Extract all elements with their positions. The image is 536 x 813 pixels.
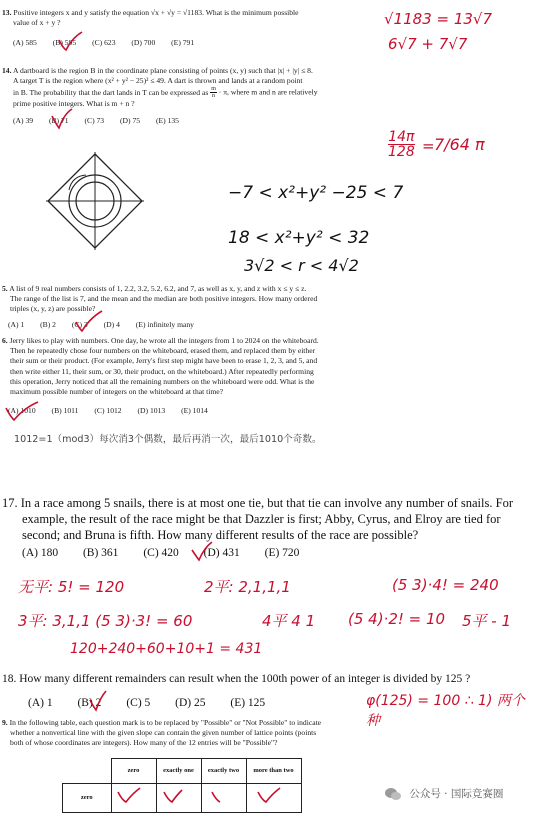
q16-line4: then write either 11, their sum, or 30, their product, on the whiteboard.) After repeatedly performing	[10, 366, 314, 376]
q13-choice-b[interactable]: (B) 595	[52, 38, 77, 47]
q13-handwriting-2: 6√7 + 7√7	[388, 35, 468, 53]
q18-choice-e[interactable]: (E) 125	[230, 697, 266, 709]
q16-line3: their sum or their product. (For example, Jerry's first step might have been to erase 1, 2, 3, and 5, and	[10, 356, 318, 366]
table-header-exactly-one: exactly one	[156, 759, 201, 784]
q18-check-mark	[88, 690, 108, 712]
q17-choice-d[interactable]: (D) 431	[203, 547, 240, 559]
q14-text	[2, 66, 382, 110]
table-header-row	[63, 759, 302, 784]
q15-line3: triples (x, y, z) are possible?	[10, 304, 96, 314]
q15-line2: The range of the list is 7, and the mean and the median are both positive integers. How many ordered	[10, 294, 318, 304]
q14-choice-d[interactable]: (D) 75	[120, 116, 141, 125]
q18-choice-d[interactable]: (D) 25	[175, 697, 206, 709]
q15-line1: A list of 9 real numbers consists of 1, 2.2, 3.2, 5.2, 6.2, and 7, as well as x, y, and z with x ≤ y ≤ z.	[9, 284, 307, 293]
q13-choice-a[interactable]: (A) 585	[13, 38, 37, 47]
q17-choices	[22, 547, 321, 559]
q14-choice-b[interactable]: (B) 71	[48, 116, 69, 125]
q16-line6: maximum possible number of integers on the whiteboard at that time?	[10, 387, 223, 397]
q17-hw-2c: (5 4)·2! = 10	[348, 610, 446, 628]
q15-choice-a[interactable]: (A) 1	[8, 320, 25, 329]
q19-line3: both of whose coordinates are integers). How many of the 12 entries will be "Possible"?	[10, 738, 278, 748]
table-header-zero: zero	[111, 759, 156, 784]
watermark	[384, 786, 503, 801]
table-header-more-than-two: more than two	[246, 759, 301, 784]
q13-line1: Positive integers x and y satisfy the equation √x + √y = √1183. What is the minimum possible	[13, 8, 299, 17]
q19-line2: whether a nonvertical line with the given slope can contain the given number of lattice points (points	[10, 728, 317, 738]
q14-hw-ineq-2: 18 < x²+y² < 32	[228, 228, 370, 248]
q15-choice-d[interactable]: (D) 4	[103, 320, 120, 329]
q18-number: 18.	[2, 673, 17, 685]
q14-choice-a[interactable]: (A) 39	[13, 116, 34, 125]
q14-line1: A dartboard is the region B in the coordinate plane consisting of points (x, y) such that |x| + |y| ≤ 8.	[12, 66, 313, 75]
q16-text	[2, 336, 402, 397]
q14-hw-equals: =	[422, 137, 435, 155]
q16-choice-b[interactable]: (B) 1011	[51, 406, 79, 415]
q16-choices	[8, 406, 222, 415]
q17-choice-a[interactable]: (A) 180	[22, 547, 59, 559]
q18-choice-a[interactable]: (A) 1	[28, 697, 53, 709]
table-header-exactly-two: exactly two	[201, 759, 246, 784]
q13-line2: value of x + y ?	[13, 18, 61, 28]
q16-line2: Then he repeatedly chose four numbers on the whiteboard, erased them, and replaced them by either	[10, 346, 316, 356]
dartboard-sketch	[42, 148, 148, 254]
q17-choice-c[interactable]: (C) 420	[143, 547, 179, 559]
q14-hw-ineq-3: 3√2 < r < 4√2	[244, 256, 359, 275]
q17-line2: example, the result of the race might be that Dazzler is first; Abby, Cyrus, and Elroy are tied for	[22, 512, 501, 526]
q15-choice-b[interactable]: (B) 2	[40, 320, 56, 329]
q15-number: 5.	[2, 284, 8, 293]
q14-hw-result: 7/64 π	[434, 135, 485, 154]
q17-hw-1c: (5 3)·4! = 240	[392, 576, 499, 594]
q18-handwriting: φ(125) = 100 ∴ 1) 两个种	[366, 693, 525, 729]
q14-line4: prime positive integers. What is m + n ?	[13, 99, 135, 109]
q14-hw-fraction: 14π 128	[388, 129, 415, 160]
q19-number: 9.	[2, 718, 8, 727]
q14-line2: A target T is the region where (x² + y² − 25)² ≤ 49. A dart is thrown and lands at a random point	[13, 76, 303, 86]
q13-choices	[13, 38, 208, 47]
q14-check-mark	[50, 108, 76, 130]
q15-text	[2, 284, 402, 315]
q14-line3b: · π, where m and n are relatively	[218, 87, 318, 97]
q14-choices	[13, 116, 193, 125]
q17-choice-b[interactable]: (B) 361	[82, 547, 119, 559]
q14-fraction: $\frac{m}{n}$	[211, 86, 216, 100]
q19-line1: In the following table, each question mark is to be replaced by "Possible" or "Not Possible" to indicate	[9, 718, 322, 727]
q17-check-mark	[190, 540, 214, 562]
q14-line3a: in B. The probability that the dart lands in T can be expressed as	[13, 87, 209, 97]
q19-text	[2, 718, 432, 749]
q18-choice-c[interactable]: (C) 5	[126, 697, 151, 709]
q13-number: 13.	[2, 8, 12, 17]
q18-choice-b[interactable]: (B) 2	[77, 697, 102, 709]
q14-hw-ineq-1: −7 < x²+y² −25 < 7	[228, 183, 404, 203]
q17-hw-2d: 5平 - 1	[462, 612, 512, 630]
q17-choice-e[interactable]: (E) 720	[264, 547, 300, 559]
q16-choice-a[interactable]: (A) 1010	[8, 406, 36, 415]
q16-number: 6.	[2, 336, 8, 345]
q13-text	[2, 8, 382, 28]
q17-hw-sum: 120+240+60+10+1 = 431	[70, 641, 263, 657]
q16-choice-e[interactable]: (E) 1014	[181, 406, 208, 415]
q18-text	[2, 671, 536, 687]
q16-line1: Jerry likes to play with numbers. One day, he wrote all the integers from 1 to 2024 on the whiteboard.	[9, 336, 319, 345]
q18-choices	[28, 697, 287, 709]
q17-text	[2, 495, 536, 543]
q17-hw-2b: 4平 4 1	[262, 612, 316, 630]
q15-choice-e[interactable]: (E) infinitely many	[135, 320, 194, 329]
q15-choice-c[interactable]: (C) 3	[71, 320, 88, 329]
q17-line3: second; and Bruna is fifth. How many different results of the race are possible?	[22, 528, 419, 542]
watermark-text: 公众号 · 国际竞赛圈	[409, 788, 504, 800]
table-row-label: zero	[63, 783, 112, 812]
wechat-icon	[384, 787, 402, 801]
q13-handwriting-1: √1183 = 13√7	[384, 10, 493, 28]
q13-choice-e[interactable]: (E) 791	[171, 38, 195, 47]
q15-choices	[8, 320, 208, 329]
q13-choice-d[interactable]: (D) 700	[131, 38, 156, 47]
q18-line1: How many different remainders can result when the 100th power of an integer is divided by 125 ?	[19, 673, 471, 685]
q16-choice-d[interactable]: (D) 1013	[137, 406, 166, 415]
q17-hw-1a: 无平: 5! = 120	[18, 578, 125, 596]
q17-line1: In a race among 5 snails, there is at most one tie, but that tie can involve any number of snails. For	[20, 496, 513, 510]
q17-hw-1b: 2平: 2,1,1,1	[204, 578, 291, 596]
q13-check-mark	[56, 30, 86, 52]
q16-line5: this operation, Jerry noticed that all the remaining numbers on the whiteboard were odd. What is the	[10, 376, 315, 386]
q14-number: 14.	[2, 66, 12, 75]
q15-check-mark	[71, 310, 104, 332]
q14-choice-c[interactable]: (C) 73	[84, 116, 105, 125]
q17-hw-2a: 3平: 3,1,1 (5 3)·3! = 60	[18, 612, 193, 630]
q16-solution-note: 1012=1（mod3）每次消3个偶数，最后再消一次，最后1010个奇数。	[14, 434, 322, 445]
q14-choice-e[interactable]: (E) 135	[155, 116, 179, 125]
q13-choice-c[interactable]: (C) 623	[92, 38, 116, 47]
q19-cell-marks	[112, 786, 312, 806]
q16-choice-c[interactable]: (C) 1012	[94, 406, 122, 415]
q17-number: 17.	[2, 496, 18, 510]
q16-check-mark	[4, 400, 40, 422]
